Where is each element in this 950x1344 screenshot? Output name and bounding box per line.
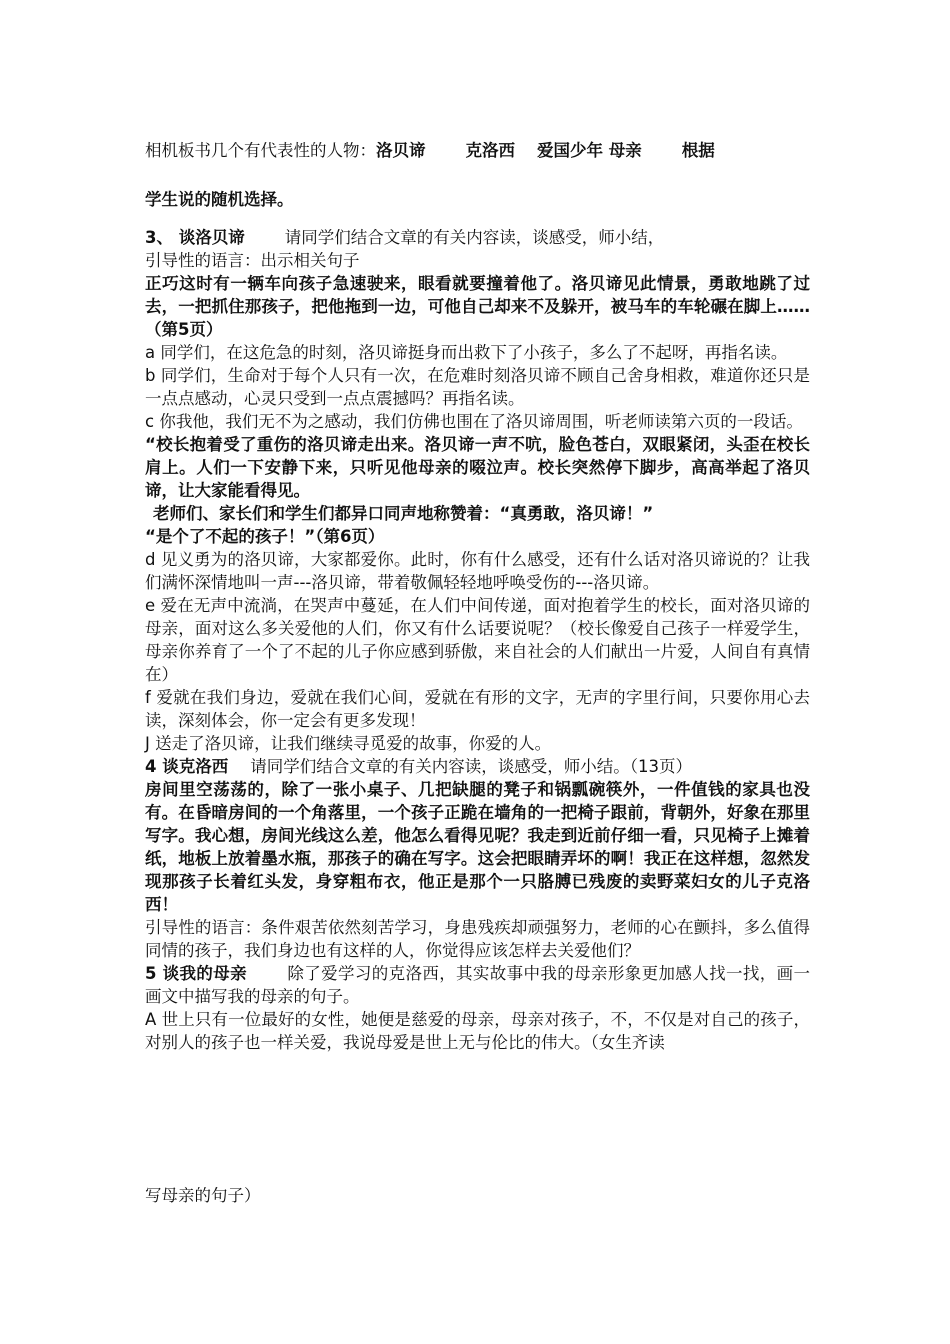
- intro-line: [145, 139, 810, 162]
- section-5-tail: 写母亲的句子）: [145, 1186, 261, 1205]
- section-3-heading: 3、 谈洛贝谛: [145, 228, 245, 247]
- section-3-quote: 正巧这时有一辆车向孩子急速驶来，眼看就要撞着他了。洛贝谛见此情景，勇敢地跳了过去，一把抓住那孩子，把他拖到一边，可他自己却来不及躲开，被马车的车轮碾在脚上……（第5页）: [145, 274, 810, 339]
- section-3-instruction: 请同学们结合文章的有关内容读，谈感受，师小结，: [284, 228, 665, 247]
- intro-name-2: 克洛西: [465, 141, 515, 160]
- section-3-quote-3: 老师们、家长们和学生们都异口同声地称赞着：“真勇敢，洛贝谛！”: [153, 504, 654, 523]
- paragraph-d: d 见义勇为的洛贝谛，大家都爱你。此时，你有什么感受，还有什么话对洛贝谛说的？让我们满怀深情地叫一声---洛贝谛，带着敬佩轻轻地呼唤受伤的---洛贝谛。: [145, 550, 810, 592]
- intro-prefix: 相机板书几个有代表性的人物：: [145, 141, 376, 160]
- paragraph-a: a 同学们，在这危急的时刻，洛贝谛挺身而出救下了小孩子，多么了不起呀，再指名读。: [145, 343, 788, 362]
- section-4-instruction: 请同学们结合文章的有关内容读，谈感受，师小结。（13页）: [250, 757, 692, 776]
- section-4-quote: 房间里空荡荡的，除了一张小桌子、几把缺腿的凳子和锅瓢碗筷外，一件值钱的家具也没有。在昏暗房间的一个角落里，一个孩子正跪在墙角的一把椅子跟前，背朝外，好象在那里写字。我心想，房间光线这么差，他怎么看得见呢？我走到近前仔细一看，只见椅子上摊着纸，地板上放着墨水瓶，那孩子的确在写字。这会把眼睛弄坏的啊！我正在这样想，忽然发现那孩子长着红头发，身穿粗布衣，他正是那个一只胳膊已残废的卖野菜妇女的儿子克洛西！: [145, 780, 810, 914]
- section-3-quote-2: “校长抱着受了重伤的洛贝谛走出来。洛贝谛一声不吭，脸色苍白，双眼紧闭，头歪在校长肩上。人们一下安静下来，只听见他母亲的啜泣声。校长突然停下脚步，高高举起了洛贝谛，让大家能看得见。: [145, 435, 810, 500]
- intro-name-1: 洛贝谛: [376, 141, 426, 160]
- section-3-quote-4: “是个了不起的孩子！”（第6页）: [145, 527, 385, 546]
- section-4-heading-line: [145, 755, 810, 778]
- intro-name-4: 根据: [681, 141, 715, 160]
- section-4-heading: 4 谈克洛西: [145, 757, 229, 776]
- section-3-heading-line: [145, 226, 810, 249]
- section-5-heading: 5 谈我的母亲: [145, 964, 247, 983]
- paragraph-b: b 同学们，生命对于每个人只有一次，在危难时刻洛贝谛不顾自己舍身相救，难道你还只是一点点感动，心灵只受到一点点震撼吗？再指名读。: [145, 366, 810, 408]
- paragraph-e: e 爱在无声中流淌，在哭声中蔓延，在人们中间传递，面对抱着学生的校长，面对洛贝谛的母亲，面对这么多关爱他的人们，你又有什么话要说呢？（校长像爱自己孩子一样爱学生，母亲你养育了一个了不起的儿子你应感到骄傲，来自社会的人们献出一片爱，人间自有真情在）: [145, 596, 810, 684]
- section-5-instruction: 除了爱学习的克洛西，其实故事中我的母亲形象更加感人找一找，画一画文中描写我的母亲的句子。: [145, 964, 811, 1006]
- section-3-guide: 引导性的语言：出示相关句子: [145, 251, 360, 270]
- intro-line-2: 学生说的随机选择。: [145, 190, 294, 209]
- section-5-heading-line: [145, 962, 810, 1008]
- paragraph-A: A 世上只有一位最好的女性，她便是慈爱的母亲，母亲对孩子，不，不仅是对自己的孩子，对别人的孩子也一样关爱，我说母爱是世上无与伦比的伟大。（女生齐读: [145, 1010, 810, 1052]
- paragraph-j: J 送走了洛贝谛，让我们继续寻觅爱的故事，你爱的人。: [145, 734, 552, 753]
- section-4-guide: 引导性的语言：条件艰苦依然刻苦学习，身患残疾却顽强努力，老师的心在颤抖，多么值得同情的孩子，我们身边也有这样的人，你觉得应该怎样去关爱他们？: [145, 918, 810, 960]
- paragraph-f: f 爱就在我们身边，爱就在我们心间，爱就在有形的文字，无声的字里行间，只要你用心去读，深刻体会，你一定会有更多发现！: [145, 688, 810, 730]
- paragraph-c: c 你我他，我们无不为之感动，我们仿佛也围在了洛贝谛周围，听老师读第六页的一段话。: [145, 412, 803, 431]
- intro-name-3: 爱国少年 母亲: [537, 141, 642, 160]
- lesson-body: [145, 226, 810, 1054]
